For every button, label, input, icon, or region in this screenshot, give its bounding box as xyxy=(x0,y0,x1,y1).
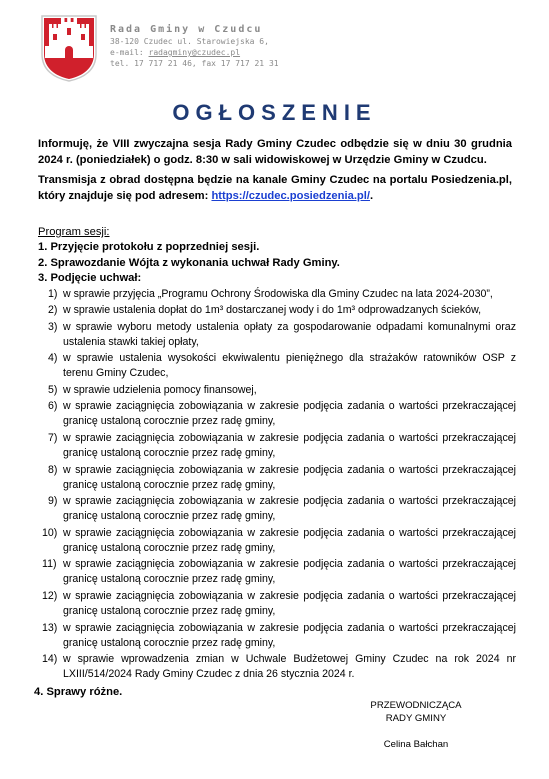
address: 38-120 Czudec ul. Starowiejska 6, xyxy=(110,37,269,46)
resolution-number: 6) xyxy=(48,400,58,413)
resolution-text: w sprawie zaciągnięcia zobowiązania w zakresie podjęcia zadania o wartości przekraczającej granicę ustaloną corocznie przez radę gminy, xyxy=(63,526,516,554)
resolution-number: 2) xyxy=(48,304,58,317)
stream-paragraph xyxy=(38,172,512,204)
program-item-3: 3. Podjęcie uchwał: xyxy=(38,272,142,284)
email-line xyxy=(110,47,279,58)
program-heading: Program sesji: xyxy=(38,226,110,238)
resolution-number: 1) xyxy=(48,287,58,300)
resolution-text: w sprawie ustalenia dopłat do 1m³ dostarczanej wody i do 1m³ odprowadzanych ścieków, xyxy=(63,304,482,317)
stream-link[interactable]: https://czudec.posiedzenia.pl/ xyxy=(211,190,370,202)
resolution-number: 3) xyxy=(48,320,58,333)
resolution-number: 11) xyxy=(42,558,57,571)
resolution-number: 4) xyxy=(48,352,58,365)
resolution-item xyxy=(38,463,516,493)
announcement-paragraph: Informuję, że VIII zwyczajna sesja Rady Gminy Czudec odbędzie się w dniu 30 grudnia 2024 r. (poniedziałek) o godz. 8:30 w sali widowiskowej w Urzędzie Gminy w Czudcu. xyxy=(38,138,512,166)
resolution-item xyxy=(38,351,516,381)
program-item-1: 1. Przyjęcie protokołu z poprzedniej sesji. xyxy=(38,241,260,253)
phone-line: tel. 17 717 21 46, fax 17 717 21 31 xyxy=(110,59,279,68)
stream-text: Transmisja z obrad dostępna będzie na kanale Gminy Czudec na portalu Posiedzenia.pl, który znajduje się pod adresem: xyxy=(38,174,512,202)
resolution-number: 8) xyxy=(48,463,58,476)
resolution-text: w sprawie zaciągnięcia zobowiązania w zakresie podjęcia zadania o wartości przekraczającej granicę ustaloną corocznie przez radę gminy, xyxy=(63,558,516,586)
resolution-item xyxy=(38,621,516,651)
resolution-text: w sprawie zaciągnięcia zobowiązania w zakresie podjęcia zadania o wartości przekraczającej granicę ustaloną corocznie przez radę gminy, xyxy=(63,432,516,460)
resolution-item xyxy=(38,589,516,619)
signer-name: Celina Bałchan xyxy=(383,739,449,750)
resolution-item xyxy=(38,303,516,318)
organization-name: Rada Gminy w Czudcu xyxy=(110,24,263,35)
resolution-item xyxy=(38,287,516,302)
resolution-text: w sprawie przyjęcia „Programu Ochrony Środowiska dla Gminy Czudec na lata 2024-2030”, xyxy=(63,287,493,300)
resolution-text: w sprawie zaciągnięcia zobowiązania w zakresie podjęcia zadania o wartości przekraczającej granicę ustaloną corocznie przez radę gminy, xyxy=(63,463,516,491)
resolution-number: 5) xyxy=(48,383,58,396)
resolution-text: w sprawie zaciągnięcia zobowiązania w zakresie podjęcia zadania o wartości przekraczającej granicę ustaloną corocznie przez radę gminy, xyxy=(63,621,516,649)
resolution-item xyxy=(38,494,516,524)
document-title: OGŁOSZENIE xyxy=(172,100,377,125)
email-label: e-mail: xyxy=(110,48,149,57)
resolution-item xyxy=(38,652,516,682)
resolution-item xyxy=(38,383,516,398)
program-item-4: 4. Sprawy różne. xyxy=(34,686,123,699)
signature-title-line1: PRZEWODNICZĄCA xyxy=(370,700,462,711)
program-item-2: 2. Sprawozdanie Wójta z wykonania uchwał Rady Gminy. xyxy=(38,256,340,269)
resolution-item xyxy=(38,399,516,429)
signature-title-line2: RADY GMINY xyxy=(385,713,447,724)
resolution-item xyxy=(38,320,516,350)
resolution-number: 14) xyxy=(42,653,58,666)
resolution-item xyxy=(38,557,516,587)
resolution-text: w sprawie zaciągnięcia zobowiązania w zakresie podjęcia zadania o wartości przekraczającej granicę ustaloną corocznie przez radę gminy, xyxy=(63,590,516,618)
resolution-number: 7) xyxy=(48,432,58,445)
resolution-number: 10) xyxy=(42,526,58,539)
letterhead-text xyxy=(110,24,279,69)
stream-end: . xyxy=(369,190,374,202)
letterhead xyxy=(40,14,520,84)
resolution-text: w sprawie udzielenia pomocy finansowej, xyxy=(63,383,257,396)
resolutions-list xyxy=(38,287,516,683)
resolution-number: 13) xyxy=(42,621,58,634)
resolution-text: w sprawie wprowadzenia zmian w Uchwale Budżetowej Gminy Czudec na rok 2024 nr LXIII/514/2024 Rady Gminy Czudec z dnia 26 stycznia 2024 r. xyxy=(63,653,516,681)
email-link[interactable]: radagminy@czudec.pl xyxy=(148,48,241,57)
resolution-text: w sprawie zaciągnięcia zobowiązania w zakresie podjęcia zadania o wartości przekraczającej granicę ustaloną corocznie przez radę gminy, xyxy=(63,495,516,523)
session-program xyxy=(34,224,516,700)
resolution-text: w sprawie ustalenia wysokości ekwiwalentu pieniężnego dla strażaków ratowników OSP z terenu Gminy Czudec, xyxy=(63,352,516,380)
resolution-text: w sprawie zaciągnięcia zobowiązania w zakresie podjęcia zadania o wartości przekraczającej granicę ustaloną corocznie przez radę gminy, xyxy=(63,400,516,428)
coat-of-arms-logo xyxy=(40,14,98,82)
resolution-number: 9) xyxy=(48,495,58,508)
signature-block xyxy=(356,699,476,751)
resolution-number: 12) xyxy=(42,590,58,603)
resolution-item xyxy=(38,431,516,461)
resolution-item xyxy=(38,526,516,556)
resolution-text: w sprawie wyboru metody ustalenia opłaty za gospodarowanie odpadami komunalnymi oraz ustalenia stawki takiej opłaty, xyxy=(63,320,516,348)
